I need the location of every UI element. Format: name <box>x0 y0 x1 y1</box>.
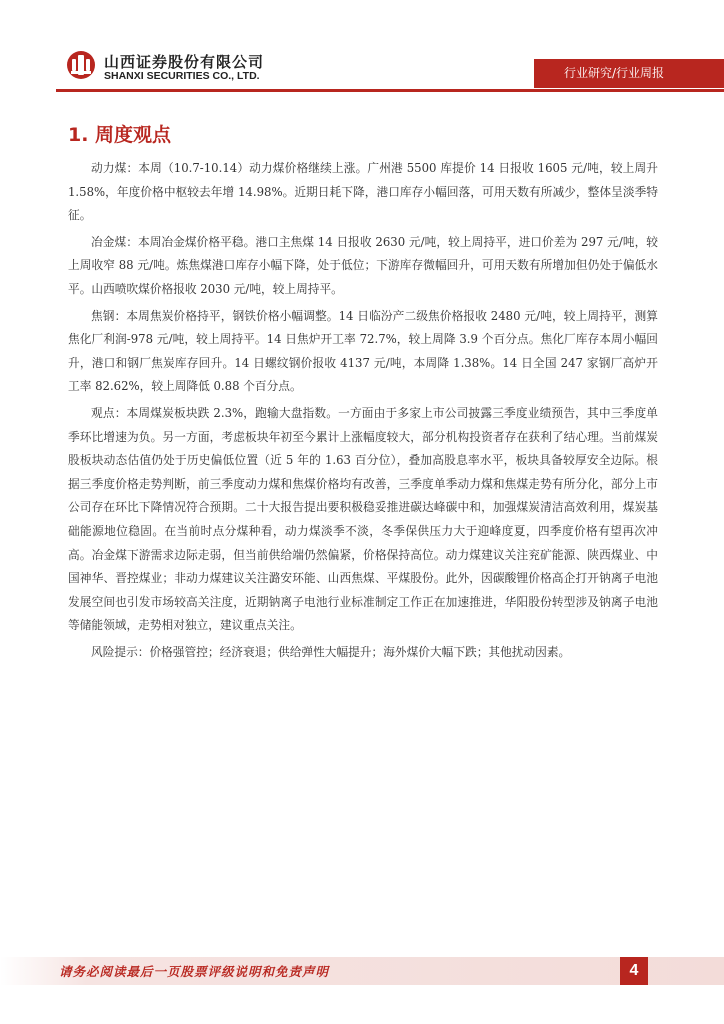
company-name-en: SHANXI SECURITIES CO., LTD. <box>104 70 260 82</box>
paragraph-coke-steel: 焦钢：本周焦炭价格持平，钢铁价格小幅调整。14 日临汾产二级焦价格报收 2480 元/吨，较上周持平，测算焦化厂利润-978 元/吨，较上周持平。14 日焦炉开工率 72.7%，较上周降 3.9 个百分点。焦化厂库存本周小幅回升，港口和钢厂焦炭库存回升。14 日螺纹钢价报收 4137 元/吨，本周降 1.38%。14 日全国 247 家钢厂高炉开工率 82.62%，较上周降低 0.88 个百分点。 <box>68 308 658 394</box>
company-logo-icon <box>66 50 96 80</box>
paragraph-metallurgical-coal: 冶金煤：本周冶金煤价格平稳。港口主焦煤 14 日报收 2630 元/吨，较上周持平，进口价差为 297 元/吨，较上周收窄 88 元/吨。炼焦煤港口库存小幅下降，处于低位；下游库存微幅回升，可用天数有所增加但仍处于偏低水平。山西喷吹煤价格报收 2030 元/吨，较上周持平。 <box>68 234 658 296</box>
paragraph-thermal-coal: 动力煤：本周（10.7-10.14）动力煤价格继续上涨。广州港 5500 库提价 14 日报收 1605 元/吨，较上周升 1.58%，年度价格中枢较去年增 14.98%。近期日耗下降，港口库存小幅回落，可用天数有所减少，整体呈淡季特征。 <box>68 161 658 223</box>
report-type-tag: 行业研究/行业周报 <box>534 59 724 88</box>
report-body <box>68 157 658 667</box>
paragraph-risk: 风险提示：价格强管控；经济衰退；供给弹性大幅提升；海外煤价大幅下跌；其他扰动因素。 <box>91 644 571 659</box>
page-number: 4 <box>620 957 648 985</box>
section-title: 1. 周度观点 <box>68 124 172 146</box>
footer-disclaimer: 请务必阅读最后一页股票评级说明和免责声明 <box>59 964 330 979</box>
page-header <box>0 0 724 100</box>
company-name-cn: 山西证券股份有限公司 <box>104 53 265 71</box>
paragraph-viewpoint: 观点：本周煤炭板块跌 2.3%，跑输大盘指数。一方面由于多家上市公司披露三季度业绩预告，其中三季度单季环比增速为负。另一方面，考虑板块年初至今累计上涨幅度较大，部分机构投资者存在获利了结心理。当前煤炭股板块动态估值仍处于历史偏低位置（近 5 年的 1.63 百分位），叠加高股息率水平，板块具备较厚安全边际。根据三季度价格走势判断，前三季度动力煤和焦煤价格均有改善，三季度单季动力煤和焦煤走势有所分化，部分上市公司存在环比下降情况符合预期。二十大报告提出要积极稳妥推进碳达峰碳中和，加强煤炭清洁高效利用，煤炭基础能源地位稳固。在当前时点分煤种看，动力煤淡季不淡，冬季保供压力大于迎峰度夏，四季度价格有望再次冲高。冶金煤下游需求边际走弱，但当前供给端仍然偏紧，价格保持高位。动力煤建议关注兖矿能源、陕西煤业、中国神华、晋控煤业；非动力煤建议关注潞安环能、山西焦煤、平煤股份。此外，因碳酸锂价格高企打开钠离子电池发展空间也引发市场较高关注度，近期钠离子电池行业标准制定工作正在加速推进，华阳股份转型涉及钠离子电池等储能领域，走势相对独立，建议重点关注。 <box>68 405 658 633</box>
header-divider <box>56 89 724 92</box>
